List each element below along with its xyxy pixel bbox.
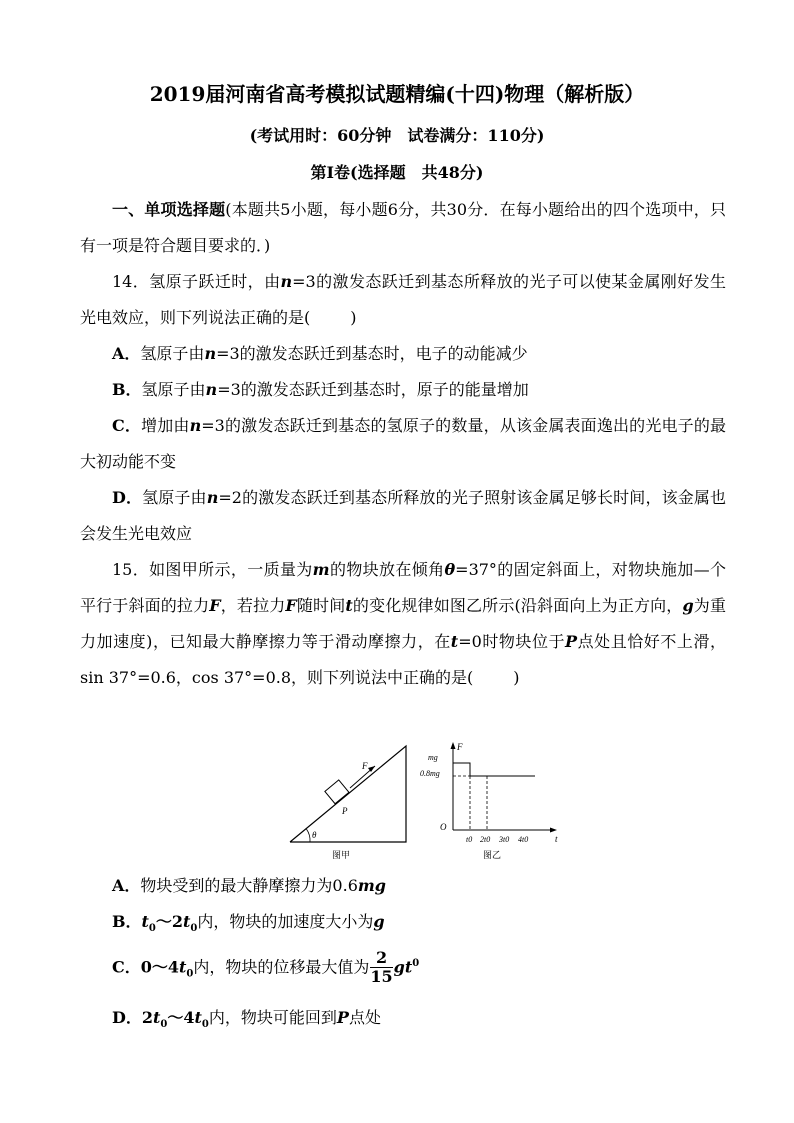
- q15-d-sep: ～4: [167, 1008, 195, 1027]
- q15-var-t1: t: [345, 596, 353, 615]
- q15-option-c: [112, 946, 726, 993]
- figure-pair: [280, 736, 560, 866]
- point-p-label: P: [342, 806, 348, 816]
- q15-b-t: t: [141, 912, 149, 931]
- q15-b-sep: ～2: [155, 912, 184, 931]
- q14-stem-a: 氢原子跃迁时，由: [149, 272, 281, 291]
- q15-c-sup: 0: [412, 958, 420, 969]
- q15-s5: 随时间: [296, 596, 346, 615]
- y-arrowhead: [451, 742, 456, 749]
- question-15: [80, 552, 726, 696]
- q14-stem-b: =3的激发态跃迁到基态所释放的光子可以使某金属刚好发生光电效应，则下列说法正确的是(: [80, 272, 726, 327]
- q15-s9: 点处且恰好不上滑，sin 37°=0.6，cos 37°=0.8，则下列说法中正确的是(: [80, 632, 726, 687]
- page-title: 2019届河南省高考模拟试题精编(十四)物理（解析版）: [149, 82, 645, 106]
- incline-triangle: [290, 746, 406, 842]
- q14-b-var: n: [205, 380, 218, 399]
- q14-option-b: [112, 372, 726, 408]
- section-title: [0, 160, 794, 183]
- q15-c-pre: 0～4: [140, 957, 180, 977]
- q14-number: 14．: [112, 272, 150, 291]
- q14-d-post: =2的激发态跃迁到基态所释放的光子照射该金属足够长时间，该金属也会发生光电效应: [80, 488, 726, 543]
- block: [325, 780, 349, 804]
- q15-var-f2: F: [285, 596, 297, 615]
- tick-y-mg: mg: [428, 753, 438, 762]
- theta-label: θ: [312, 830, 317, 840]
- q15-var-t2: t: [450, 632, 459, 651]
- q15-b-sub: 0: [148, 923, 156, 935]
- tick-x-2t0: 2t0: [480, 835, 491, 844]
- q15-var-theta: θ: [444, 560, 456, 579]
- q14-a-var: n: [204, 344, 217, 363]
- q15-d-sub2: 0: [201, 1019, 209, 1031]
- q15-c-tail: gt: [393, 957, 413, 977]
- q15-d-sub: 0: [160, 1019, 168, 1031]
- q15-b-var: g: [373, 912, 385, 931]
- q15-s10: ): [513, 668, 520, 687]
- instructions: [80, 192, 726, 264]
- instructions-heading: 一、单项选择题: [112, 200, 226, 219]
- q15-d-p: P: [336, 1008, 349, 1027]
- q14-b-post: =3的激发态跃迁到基态时，原子的能量增加: [217, 380, 529, 399]
- q15-number: 15．: [112, 560, 150, 579]
- section-score: 共48分): [421, 163, 484, 182]
- tick-y-08mg: 0.8mg: [420, 769, 440, 778]
- fraction: [370, 949, 392, 986]
- fraction-denominator: 15: [370, 967, 393, 987]
- q15-d-post2: 点处: [348, 1008, 381, 1027]
- q15-var-m: m: [312, 560, 330, 579]
- q15-option-b: [112, 904, 726, 947]
- q14-c-var: n: [189, 416, 202, 435]
- q15-s7: 为重力加速度)，已知最大静摩擦力等于滑动摩擦力，在: [80, 596, 726, 651]
- instructions-text: (本题共5小题，每小题6分，共30分．在每小题给出的四个选项中，只有一项是符合题目要求的．): [80, 200, 726, 255]
- q15-b-sub2: 0: [190, 923, 198, 935]
- fraction-numerator: 2: [370, 949, 392, 968]
- question-14: [80, 264, 726, 336]
- q14-stem-c: ): [350, 308, 357, 327]
- q15-var-g: g: [682, 596, 694, 615]
- q14-a-post: =3的激发态跃迁到基态时，电子的动能减少: [216, 344, 528, 363]
- q15-option-d: [112, 1000, 726, 1043]
- q15-d-pre: 2: [141, 1008, 154, 1027]
- q15-b-t2: t: [183, 912, 191, 931]
- q14-c-label: C．: [112, 416, 142, 435]
- caption-jia: 图甲: [332, 850, 351, 860]
- exam-info: (考试用时：60分钟 试卷满分：110分): [249, 126, 545, 145]
- x-axis-label: t: [555, 834, 558, 844]
- q14-d-label: D．: [112, 488, 143, 507]
- q15-c-label: C．: [112, 957, 141, 977]
- q15-option-a: [112, 868, 726, 904]
- q14-d-var: n: [206, 488, 219, 507]
- q15-s3: =37°的固定斜面上，对物块施加—个平行于斜面的拉力: [80, 560, 726, 615]
- q15-s1: 如图甲所示，一质量为: [149, 560, 313, 579]
- q14-option-d: [80, 480, 726, 552]
- q15-a-label: A．: [112, 876, 141, 895]
- q15-a-text: 物块受到的最大静摩擦力为0.6: [140, 876, 358, 895]
- q15-a-var: mg: [357, 876, 386, 895]
- q15-var-f1: F: [209, 596, 221, 615]
- q14-var-n: n: [280, 272, 293, 291]
- q15-c-t: t: [179, 957, 187, 977]
- figure-incline: [290, 746, 406, 860]
- q14-a-label: A．: [112, 344, 141, 363]
- q15-b-label: B．: [112, 912, 142, 931]
- q15-d-post: 内，物块可能回到: [208, 1008, 337, 1027]
- q14-option-c: [80, 408, 726, 480]
- q14-a-pre: 氢原子由: [140, 344, 205, 363]
- q15-c-post: 内，物块的位移最大值为: [193, 957, 370, 977]
- q15-var-p: P: [565, 632, 578, 651]
- y-axis-label: F: [457, 742, 463, 752]
- q15-d-label: D．: [112, 1008, 142, 1027]
- origin-label: O: [440, 822, 447, 832]
- q15-s6: 的变化规律如图乙所示(沿斜面向上为正方向，: [352, 596, 683, 615]
- tick-x-t0: t0: [466, 835, 473, 844]
- theta-arc: [306, 829, 310, 842]
- tick-x-3t0: 3t0: [499, 835, 510, 844]
- figure-graph: [420, 742, 558, 860]
- q14-d-pre: 氢原子由: [142, 488, 207, 507]
- q15-s8: =0时物块位于: [458, 632, 566, 651]
- force-curve: [453, 763, 535, 776]
- q15-d-t: t: [153, 1008, 161, 1027]
- q15-s4: ，若拉力: [220, 596, 286, 615]
- force-label: F: [362, 761, 368, 771]
- q14-b-pre: 氢原子由: [141, 380, 206, 399]
- q14-b-label: B．: [112, 380, 142, 399]
- q14-option-a: [112, 336, 726, 372]
- q15-d-t2: t: [194, 1008, 202, 1027]
- q14-c-pre: 增加由: [141, 416, 190, 435]
- q15-b-post: 内，物块的加速度大小为: [197, 912, 374, 931]
- q15-c-sub: 0: [186, 968, 194, 980]
- tick-x-4t0: 4t0: [518, 835, 529, 844]
- section-title-text: 第Ⅰ卷(选择题: [310, 163, 406, 182]
- x-arrowhead: [550, 828, 557, 833]
- q15-s2: 的物块放在倾角: [329, 560, 445, 579]
- caption-yi: 图乙: [483, 850, 502, 860]
- q14-c-post: =3的激发态跃迁到基态的氢原子的数量，从该金属表面逸出的光电子的最大初动能不变: [80, 416, 726, 471]
